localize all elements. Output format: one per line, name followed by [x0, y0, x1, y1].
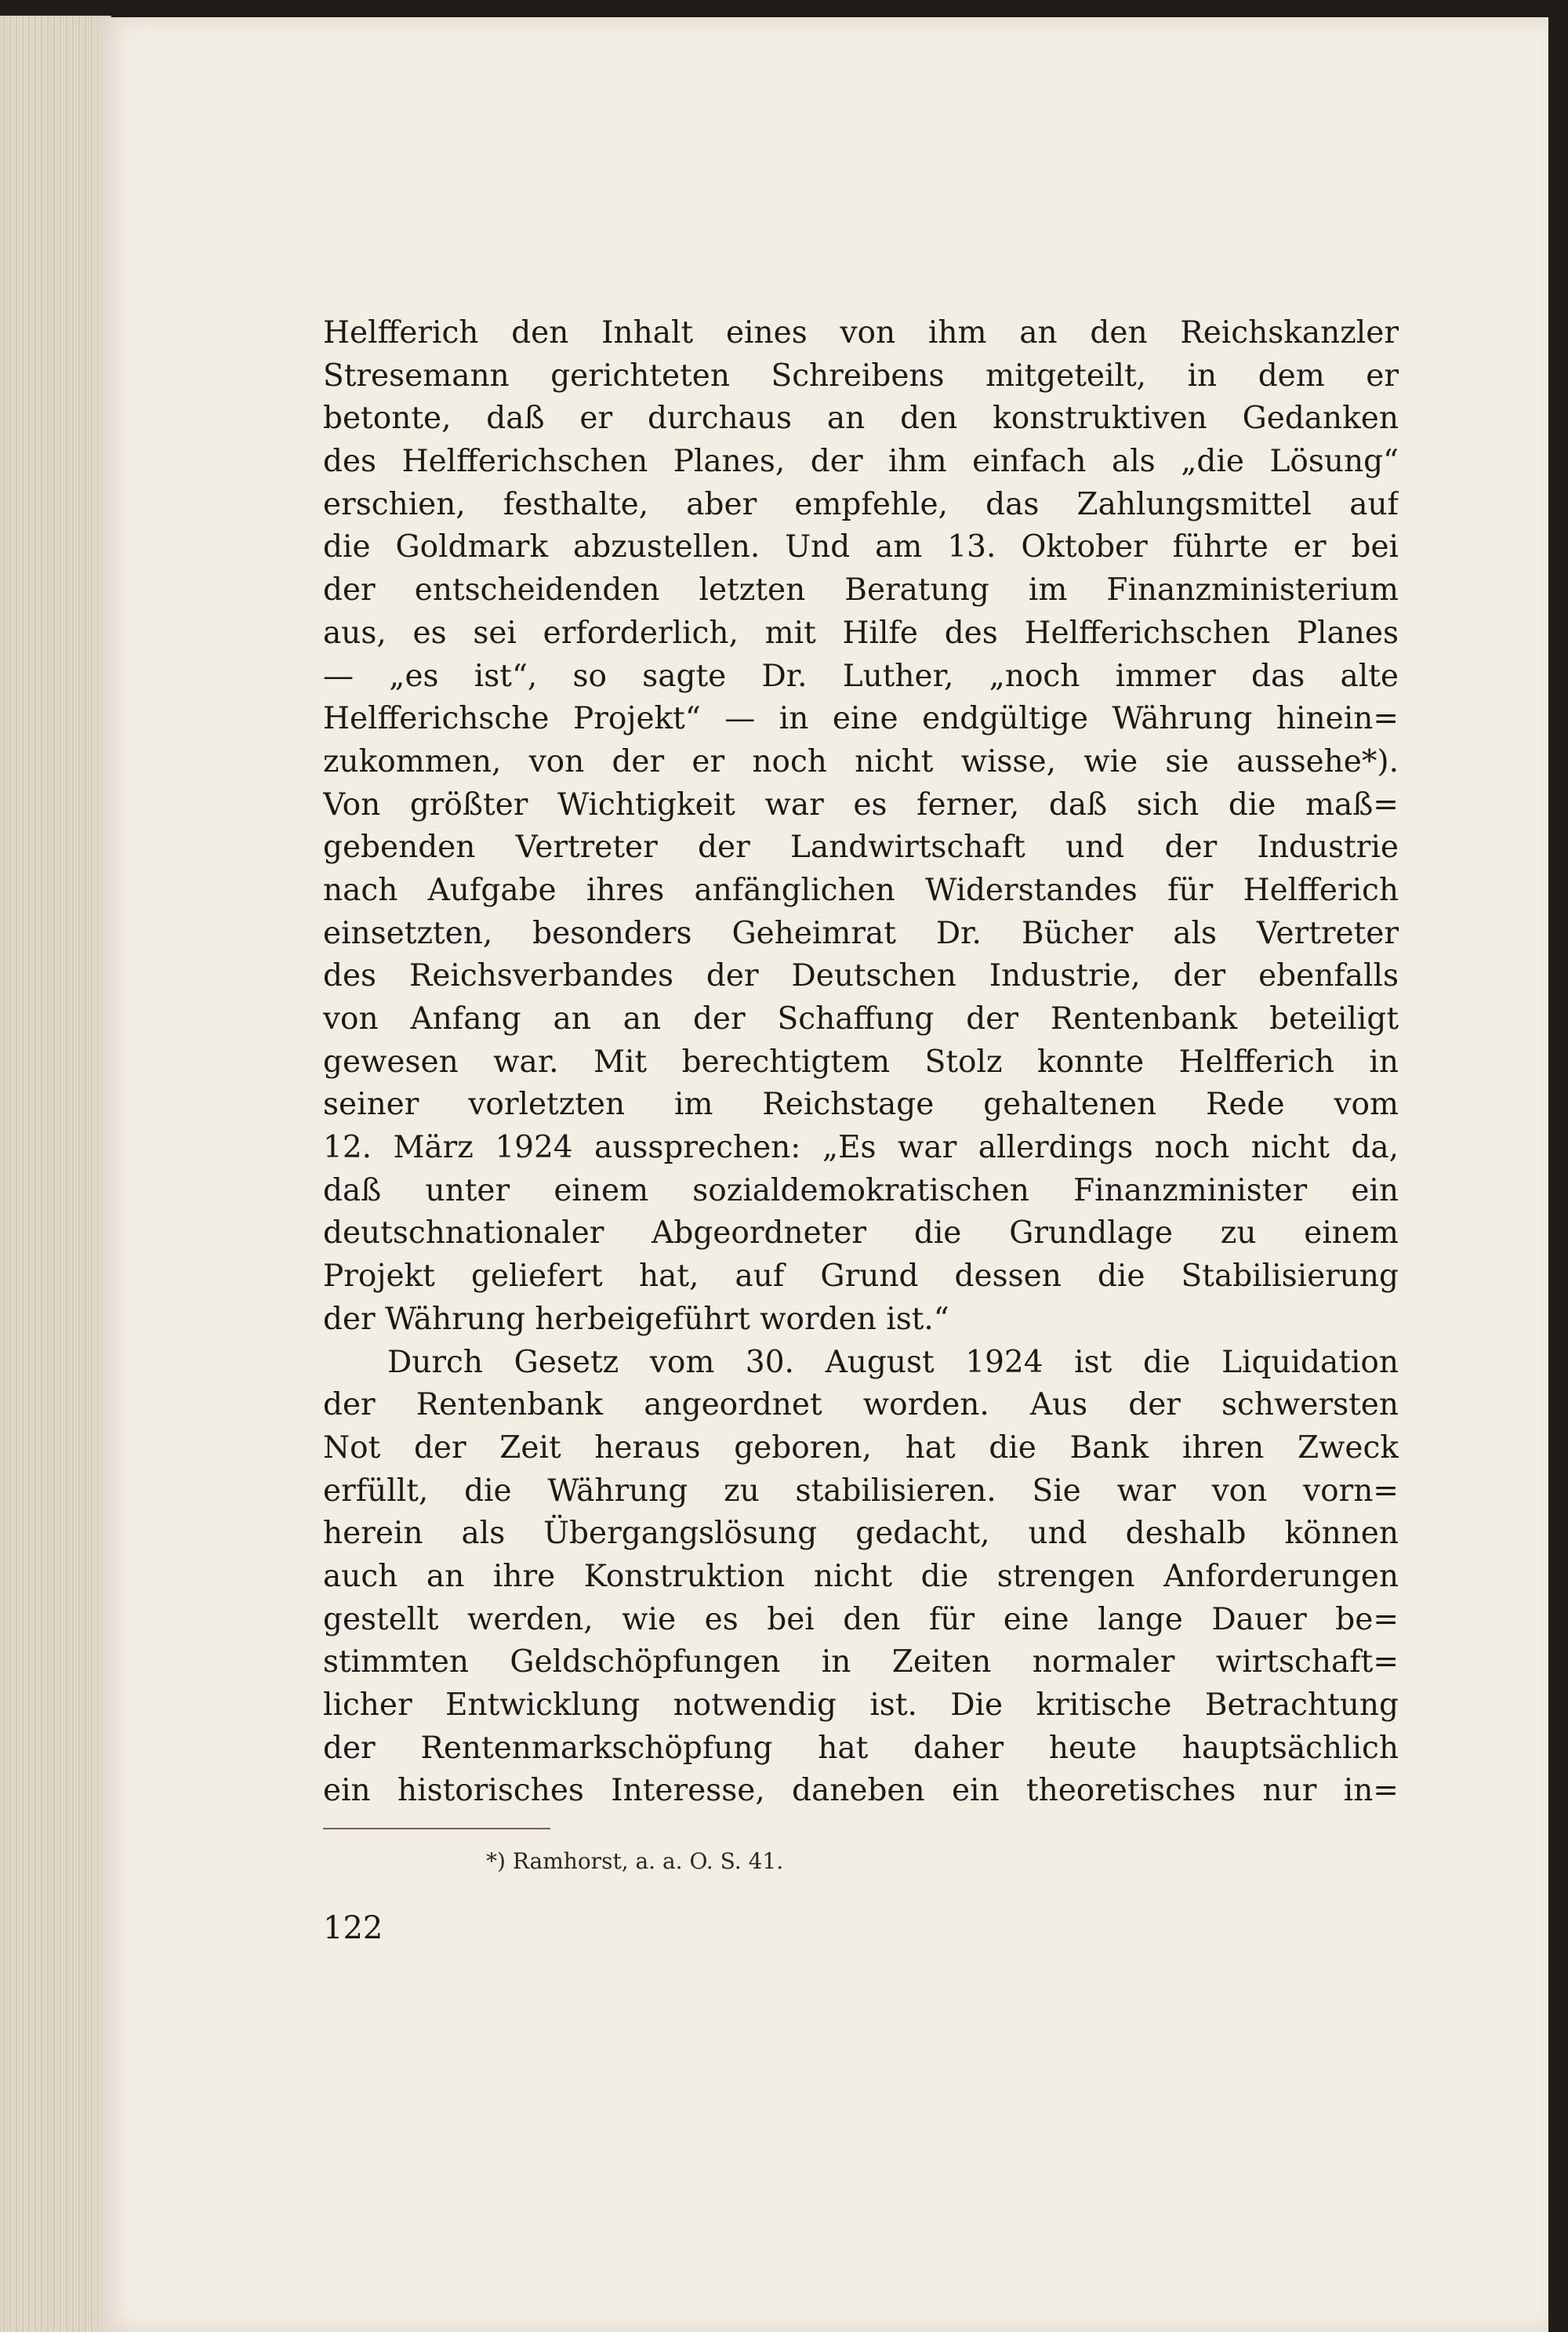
- text-line: herein als Übergangslösung gedacht, und deshalb können: [323, 1516, 1399, 1552]
- paragraph: [323, 312, 1399, 1342]
- text-line: ein historisches Interesse, daneben ein theoretisches nur in=: [323, 1773, 1399, 1809]
- page-number: 122: [323, 1910, 383, 1946]
- page-stack-edge: [0, 16, 111, 2332]
- text-line: deutschnationaler Abgeordneter die Grundlage zu einem: [323, 1215, 1399, 1251]
- body-text: [323, 312, 1399, 1813]
- text-line: licher Entwicklung notwendig ist. Die kritische Betrachtung: [323, 1687, 1399, 1723]
- text-line: der Rentenbank angeordnet worden. Aus der schwersten: [323, 1387, 1399, 1423]
- text-line: gewesen war. Mit berechtigtem Stolz konnte Helfferich in: [323, 1044, 1399, 1080]
- text-line: 12. März 1924 aussprechen: „Es war allerdings noch nicht da,: [323, 1130, 1399, 1166]
- text-line: Helfferich den Inhalt eines von ihm an den Reichskanzler: [323, 315, 1399, 351]
- text-line: Von größter Wichtigkeit war es ferner, daß sich die maß=: [323, 786, 1399, 823]
- text-line: der Rentenmarkschöpfung hat daher heute hauptsächlich: [323, 1730, 1399, 1766]
- paragraph: [323, 1342, 1399, 1814]
- text-line: betonte, daß er durchaus an den konstruktiven Gedanken: [323, 401, 1399, 437]
- footnote: *) Ramhorst, a. a. O. S. 41.: [486, 1848, 784, 1874]
- text-line: Stresemann gerichteten Schreibens mitgeteilt, in dem er: [323, 358, 1399, 394]
- text-line: seiner vorletzten im Reichstage gehaltenen Rede vom: [323, 1087, 1399, 1123]
- text-line: gestellt werden, wie es bei den für eine lange Dauer be=: [323, 1601, 1399, 1637]
- text-line: des Reichsverbandes der Deutschen Industrie, der ebenfalls: [323, 958, 1399, 994]
- text-line: — „es ist“, so sagte Dr. Luther, „noch immer das alte: [323, 658, 1399, 694]
- text-line: Durch Gesetz vom 30. August 1924 ist die Liquidation: [387, 1344, 1399, 1380]
- text-line: der entscheidenden letzten Beratung im Finanzministerium: [323, 572, 1399, 608]
- text-line: von Anfang an an der Schaffung der Rentenbank beteiligt: [323, 1001, 1399, 1037]
- text-line: die Goldmark abzustellen. Und am 13. Oktober führte er bei: [323, 529, 1399, 565]
- text-line: einsetzten, besonders Geheimrat Dr. Bücher als Vertreter: [323, 915, 1399, 951]
- text-line: Not der Zeit heraus geboren, hat die Bank ihren Zweck: [323, 1429, 1399, 1466]
- footnote-separator: [323, 1828, 550, 1829]
- text-line: erschien, festhalte, aber empfehle, das Zahlungsmittel auf: [323, 486, 1399, 522]
- text-line: gebenden Vertreter der Landwirtschaft und der Industrie: [323, 830, 1399, 866]
- text-line: daß unter einem sozialdemokratischen Finanzminister ein: [323, 1172, 1399, 1208]
- text-line: Helfferichsche Projekt“ — in eine endgültige Währung hinein=: [323, 701, 1399, 737]
- text-line: Projekt geliefert hat, auf Grund dessen die Stabilisierung: [323, 1259, 1399, 1295]
- text-line: stimmten Geldschöpfungen in Zeiten normaler wirtschaft=: [323, 1644, 1399, 1680]
- text-line: erfüllt, die Währung zu stabilisieren. Sie war von vorn=: [323, 1473, 1399, 1509]
- text-line: der Währung herbeigeführt worden ist.“: [323, 1301, 949, 1337]
- text-line: aus, es sei erforderlich, mit Hilfe des Helfferichschen Planes: [323, 615, 1399, 651]
- text-line: nach Aufgabe ihres anfänglichen Widerstandes für Helfferich: [323, 872, 1399, 908]
- text-line: des Helfferichschen Planes, der ihm einfach als „die Lösung“: [323, 444, 1399, 480]
- text-line: zukommen, von der er noch nicht wisse, wie sie aussehe*).: [323, 743, 1399, 779]
- text-line: auch an ihre Konstruktion nicht die strengen Anforderungen: [323, 1558, 1399, 1594]
